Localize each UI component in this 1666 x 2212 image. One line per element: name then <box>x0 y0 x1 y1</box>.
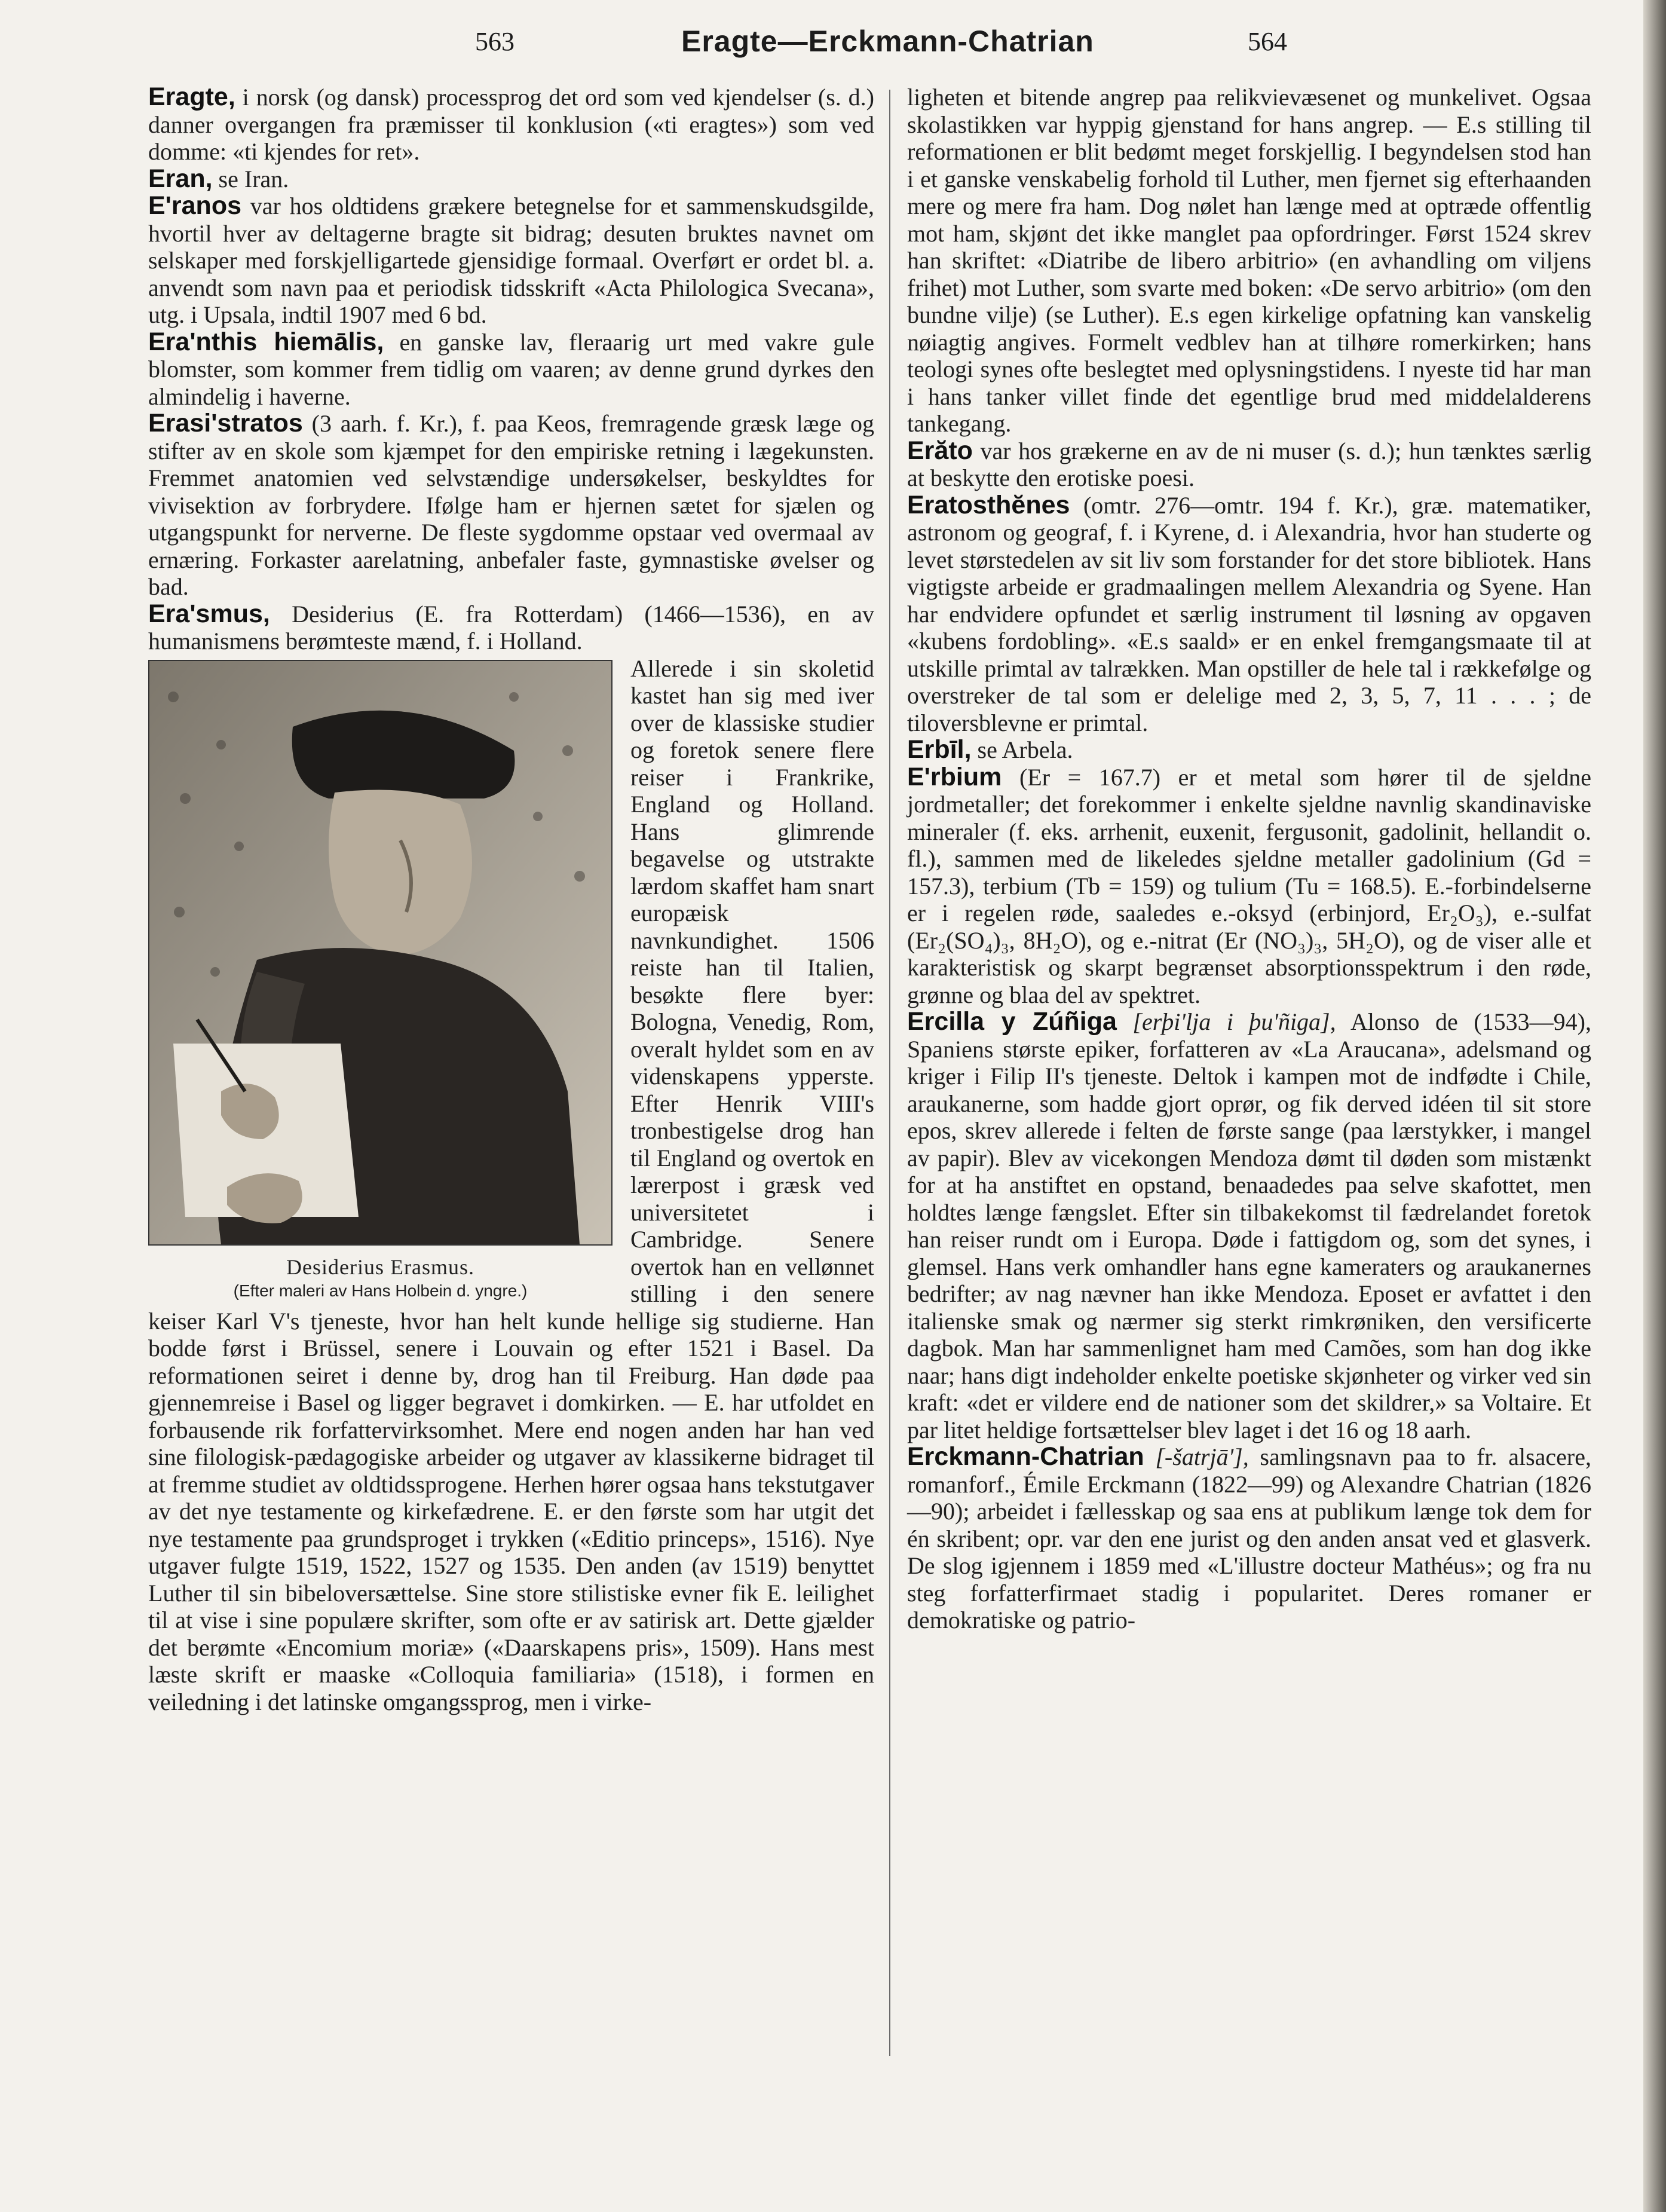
entry-eranos: E'ranos var hos oldtidens grækere betegnelse for et sammenskudsgilde, hvortil hver av deltagerne bragte sit bidrag; desuten bruktes navnet om selskaper med forskjelligartede gjensidige formaal. Overført er ordet bl. a. anvendt som navn paa et periodisk tidsskrift «Acta Philologica Svecana», utg. i Upsala, indtil 1907 med 6 bd. <box>148 191 874 328</box>
entry-erato: Erăto var hos grækerne en av de ni muser (s. d.); hun tænktes særlig at beskytte den erotiske poesi. <box>907 436 1591 491</box>
headword: Erbīl, <box>907 735 972 764</box>
entry-eratosthenes: Eratosthĕnes (omtr. 276—omtr. 194 f. Kr.), græ. matematiker, astronom og geograf, f. i Kyrene, d. i Alexandria, hvor han studerte og levet størstedelen av sit liv som forstander for det store bibliotek. Hans vigtigste arbeide er gradmaalingen mellem Alexandria og Syene. Han har endvidere opfundet et særlig instrument til løsning av opgaven «kubens fordobling». «E.s saald» er en enkel fremgangsmaate til at utskille primtal av talrækken. Man opstiller de hele tal i rækkefølge og overstreker de tal som er delelige med 2, 3, 5, 7, 11 . . . ; de tiloversblevne er primtal. <box>907 490 1591 736</box>
headword: Eratosthĕnes <box>907 490 1070 519</box>
headword: E'ranos <box>148 191 242 220</box>
erasmus-portrait-icon <box>148 660 612 1246</box>
entry-erasmus-body: Allerede i sin skoletid kastet han sig med iver over de klassiske studier og foretok senere flere reiser i Frankrike, England og Holland. Hans glimrende begavelse og utstrakte lærdom skaffet ham snart europæisk navnkundighet. 1506 reiste han til Italien, besøkte flere byer: Bologna, Venedig, Rom, overalt hyldet som en av videnskapens ypperste. Efter Henrik VIII's tronbestigelse drog han til England og overtok en lærerpost i græsk ved universitetet i Cambridge. Senere overtok han en vellønnet stilling i den senere keiser Karl V's tjeneste, hvor han helt kunde hellige sig studierne. Han bodde først i Brüssel, senere i Louvain og efter 1521 i Basel. Da reformationen seiret i denne by, drog han til Freiburg. Han døde paa gjennemreise i Basel og ligger begravet i domkirken. — E. har utfoldet en forbausende rik forfattervirksomhet. Mere end nogen anden har han ved sine filologisk-pædagogiske arbeider og utgaver av klassikerne bidraget til at fremme studiet av oldtidssprogene. Herhen hører ogsaa hans tekstutgaver av det nye testamente og kirkefædrene. E. er den første som har utgit det nye testamente paa grundsproget i trykken («Editio princeps», 1516). Nye utgaver fulgte 1519, 1522, 1527 og 1535. Den anden (av 1519) benyttet Luther til sin bibeloversættelse. Sine store stilistiske evner fik E. leilighet til at vise i sine populære skrifter, som ofte er av satirisk art. Dette gjælder det berømte «Encomium moriæ» («Daarskapens pris», 1509). Hans mest læste skrift er maaske «Colloquia familiaria» (1518), i formen en veiledning i det latinske omgangssprog, men i virke- <box>148 654 874 1715</box>
page-number-left: 563 <box>475 27 514 56</box>
page-edge <box>1643 0 1666 2212</box>
entry-ercilla: Ercilla y Zúñiga [erþi'lja i þu'ñiga], Alonso de (1533—94), Spaniens største epiker, forfatteren av «La Araucana», adelsmand og kriger i Filip II's tjeneste. Deltok i kampen mot de indfødte i Chile, araukanerne, som hadde gjort oprør, og fik derved idéen til sit store epos, skrev allerede i felten de første sange (paa lærstykker, i mangel av papir). Blev av vicekongen Mendoza dømt til døden som mistænkt for at ha anstiftet en opstand, benaadedes paa selve skafottet, men holdtes længe fængslet. Efter sin tilbakekomst til fædrelandet foretok han reiser rundt om i Europa. Døde i fattigdom og, som det synes, i glemsel. Hans verk omhandler hans egne kameraters og araukanernes bedrifter; av nag nævner han ikke Mendoza. Eposet er avfattet i den italienske smak og nærmer sig sterkt rimkrøniken, den versificerte dagbok. Man har sammenlignet ham med Camões, som han dog ikke naar; hans digt indeholder enkelte poetiske skjønheter og virker ved sin kraft: «det er vildere end de nationer som det skildrer,» sa Voltaire. Et par litet heldige fortsættelser blev laget i det 16 og 18 aarh. <box>907 1007 1591 1443</box>
figure-caption: Desiderius Erasmus. <box>286 1255 474 1279</box>
headword: Eran, <box>148 164 213 193</box>
entry-erbil: Erbīl, se Arbela. <box>907 735 1073 764</box>
headword: Era'nthis hiemālis, <box>148 327 384 356</box>
right-column <box>907 84 1591 1634</box>
page-number-right: 564 <box>1248 27 1287 56</box>
entry-eranthis: Era'nthis hiemālis, en ganske lav, fleraarig urt med vakre gule blomster, som kommer frem tidlig om vaaren; av denne grund dyrkes den almindelig i haverne. <box>148 327 875 410</box>
figure <box>148 660 612 1302</box>
entry-eran: Eran, se Iran. <box>148 164 289 193</box>
headword: Erasi'stratos <box>148 409 303 437</box>
headword: Erăto <box>907 436 973 465</box>
entry-erasmus-continued: ligheten et bitende angrep paa relikvievæsenet og munkelivet. Ogsaa skolastikken var hyppig gjenstand for hans angrep. — E.s stilling til reformationen er blit bedømt meget forskjellig. I begyndelsen stod han i et ganske venskabelig forhold til Luther, men fjernet sig efterhaanden mere og mere fra ham. Dog nølet han længe med at optræde offentlig mot ham, skjønt det ikke manglet paa opfordringer. Først 1524 skrev han skriftet: «Diatribe de libero arbitrio» (en avhandling om viljens frihet) mot Luther, som svarte med boken: «De servo arbitrio» (om den bundne vilje) (se Luther). E.s egen kirkelige opfatning kan vanskelig nøiagtig angives. Formelt vedblev han at tilhøre romerkirken; hans teologi synes ofte beslegtet med oplysningstidens. I nyeste tid har man i hans tanker villet finde det egentlige brud med middelalderens tankegang. <box>907 84 1591 437</box>
entry-erbium: E'rbium (Er = 167.7) er et metal som hører til de sjeldne jordmetaller; det forekommer i enkelte sjeldne navnlig skandinaviske mineraler (f. eks. arrhenit, euxenit, fergusonit, gadolinit, hellandit o. fl.), sammen med de likeledes sjeldne metaller gadolinium (Gd = 157.3), terbium (Tb = 159) og tulium (Tu = 168.5). E.-forbindelserne er i regelen røde, saaledes e.-oksyd (erbinjord, Er₂O₃), e.-sulfat (Er₂(SO₄)₃, 8H₂O), og e.-nitrat (Er (NO₃)₃, 5H₂O), og de viser alle et karakteristisk og skarpt begrænset absorptionsspektrum i den røde, grønne og blaa del av spektret. <box>907 762 1591 1008</box>
entry-eragte: Eragte, i norsk (og dansk) processprog det ord som ved kjendelser (s. d.) danner overgangen fra præmisser til konklusion («ti eragtes») som ved domme: «ti kjendes for ret». <box>148 82 874 165</box>
headword: Eragte, <box>148 82 235 111</box>
entry-erasistratos: Erasi'stratos (3 aarh. f. Kr.), f. paa Keos, fremragende græsk læge og stifter av en skole som kjæmpet for den empiriske retning i lægekunsten. Fremmet anatomien ved selvstændige undersøkelser, beskyldtes for vivisektion av forbrydere. Ifølge ham er hjernen sætet for sjælen og utgangspunkt for nerverne. De fleste sygdomme opstaar ved overmaal av ernæring. Forkaster aarelatning, anbefaler faste, gymnastiske øvelser og bad. <box>148 409 874 600</box>
page-header <box>0 24 1666 66</box>
portrait-image <box>149 661 611 1244</box>
headword: Ercilla y Zúñiga <box>907 1007 1117 1036</box>
entry-erckmann-chatrian: Erckmann-Chatrian [-šatrjā'], samlingsnavn paa to fr. alsacere, romanforf., Émile Erckmann (1822—99) og Alexandre Chatrian (1826—90); arbeidet i fællesskap og saa ens at publikum længe tok dem for én skribent; opr. var den ene jurist og den anden ansat ved et glasverk. De slog igjennem i 1859 med «L'illustre docteur Mathéus»; og fra nu steg forfatterfirmaet stadig i popularitet. Deres romaner er demokratiske og patrio- <box>907 1442 1591 1633</box>
entry-erasmus: Era'smus, Desiderius (E. fra Rotterdam) (1466—1536), en av humanismens berømteste mænd, f. i Holland. <box>148 599 874 654</box>
figure-credit: (Efter maleri av Hans Holbein d. yngre.) <box>233 1281 528 1300</box>
headword: Erckmann-Chatrian <box>907 1442 1144 1471</box>
headword: Era'smus, <box>148 599 270 628</box>
running-head: Eragte—Erckmann-Chatrian <box>681 25 1094 58</box>
headword: E'rbium <box>907 762 1002 791</box>
column-divider <box>889 90 890 2056</box>
left-column <box>148 84 874 1715</box>
